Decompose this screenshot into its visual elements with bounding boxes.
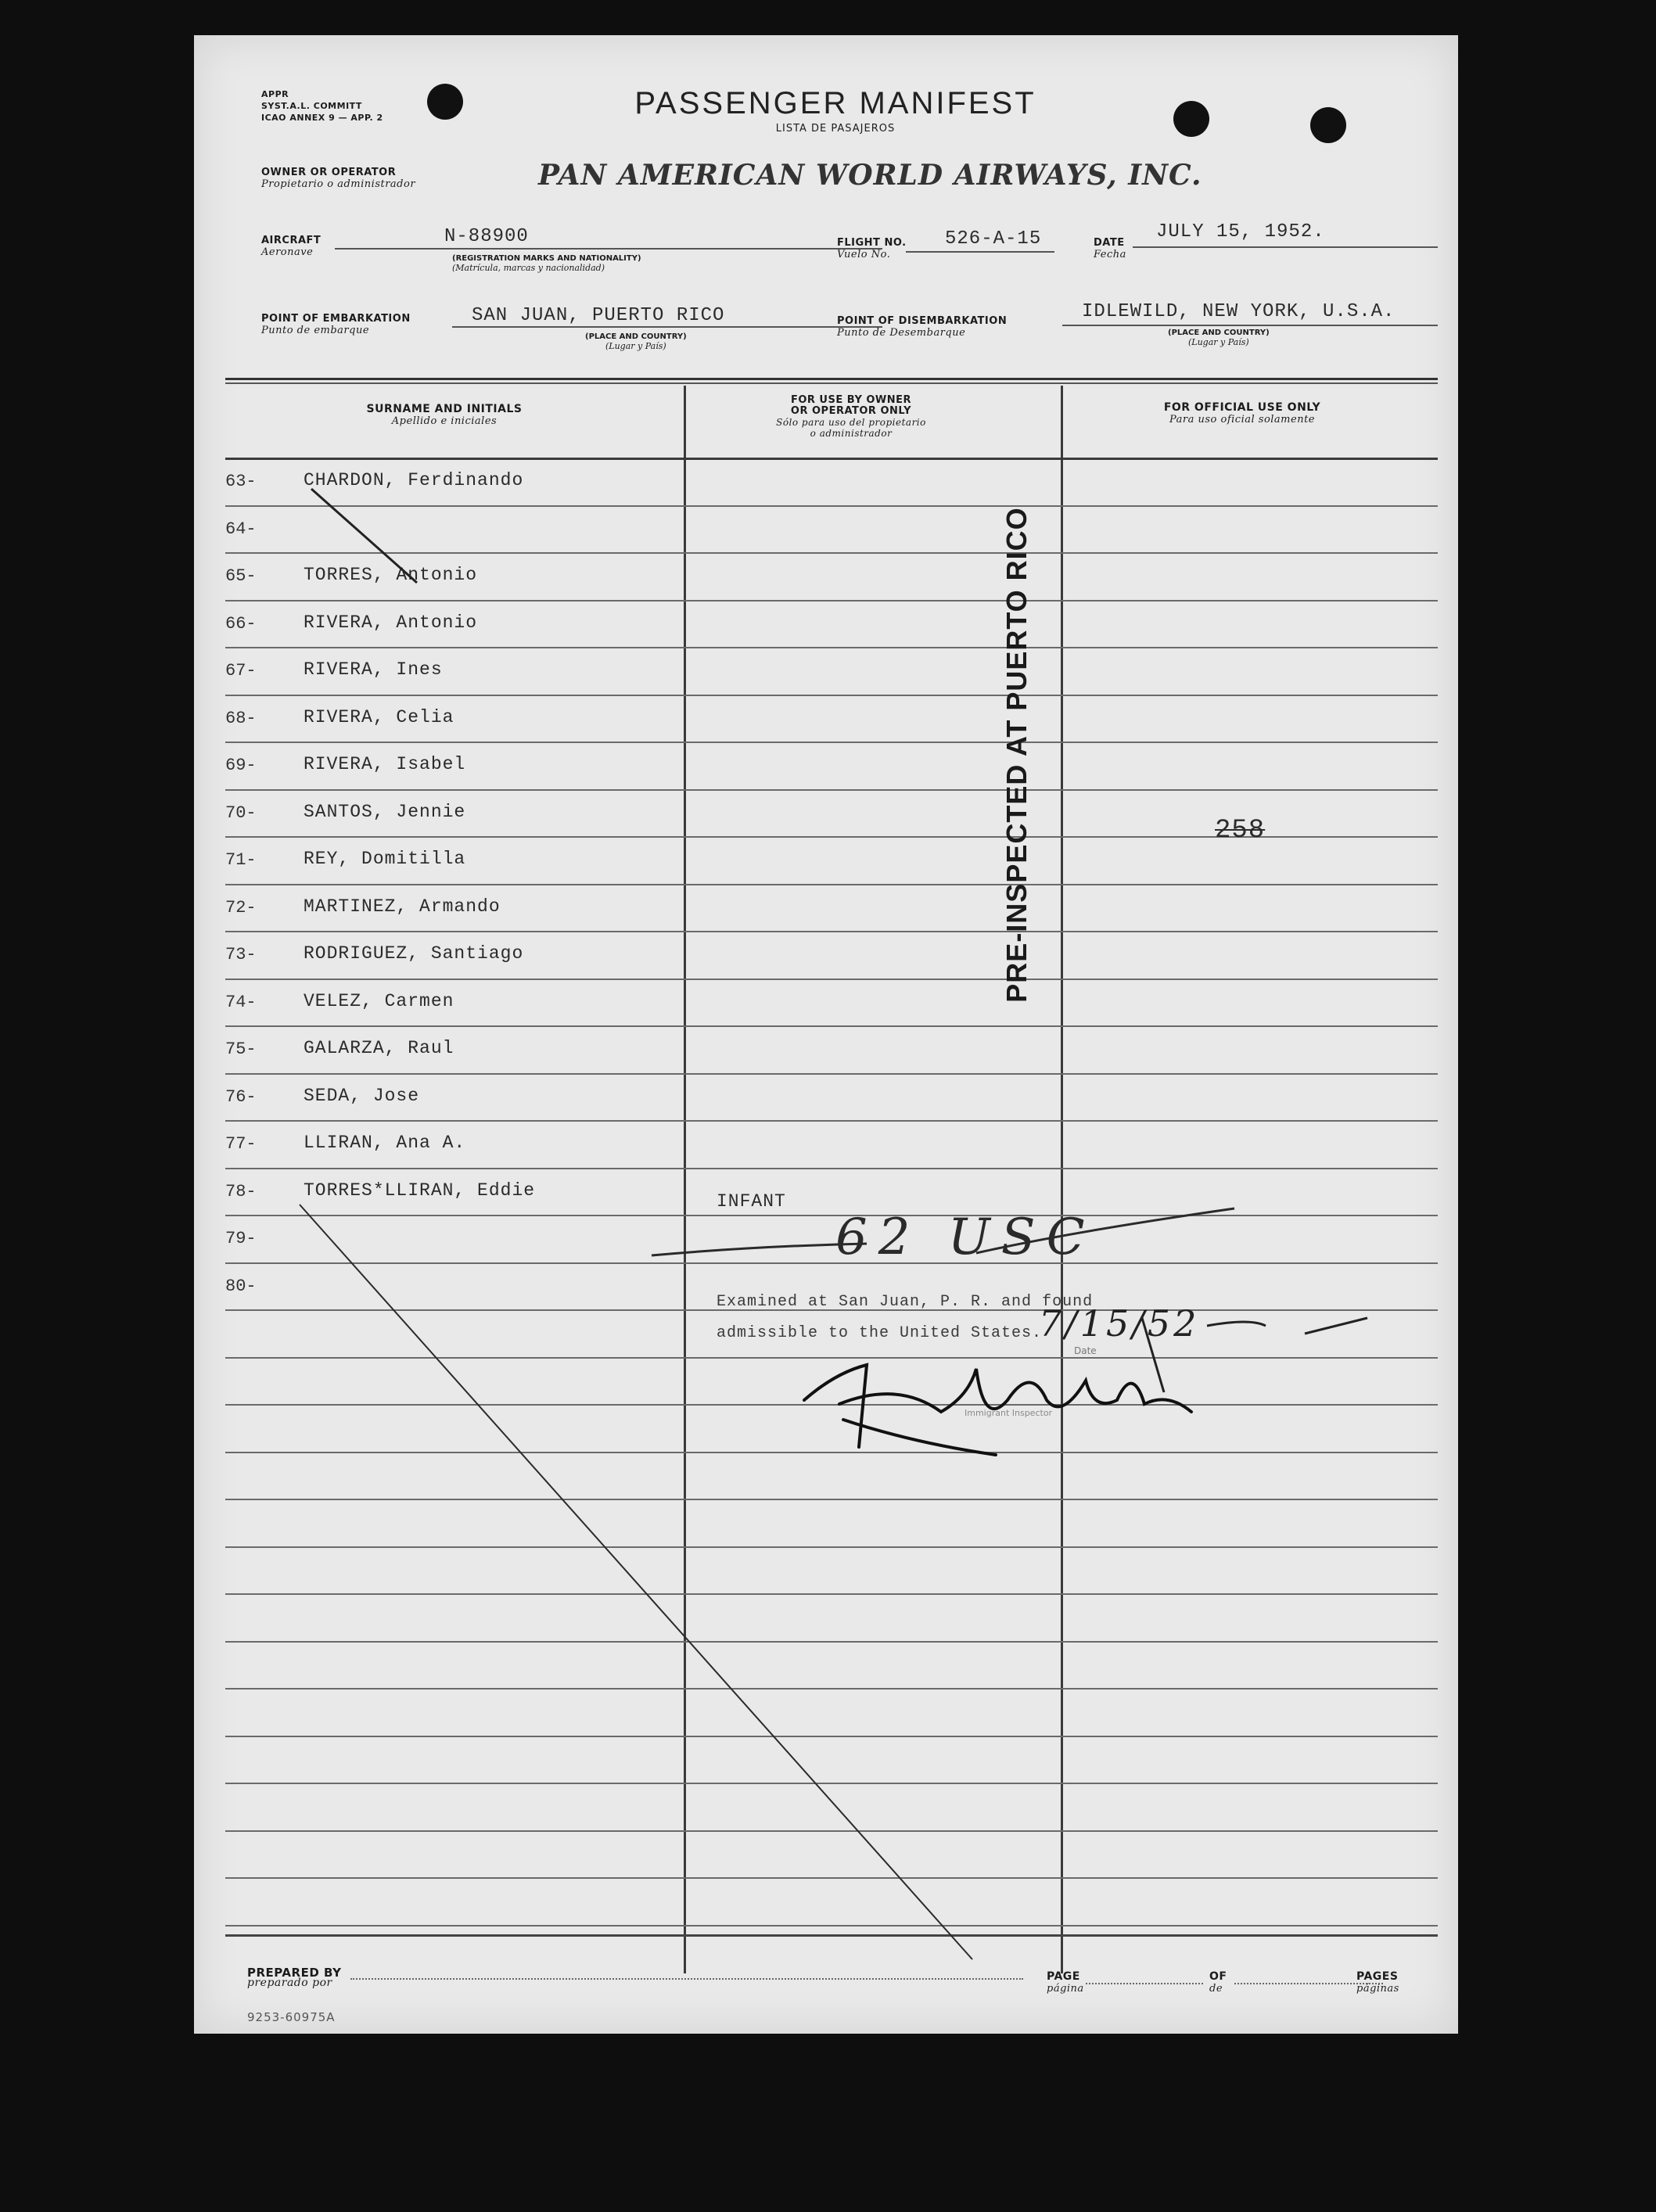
handwritten-total: 62 USC <box>835 1208 1096 1266</box>
owner-label: OWNER OR OPERATOR Propietario o administrador <box>261 167 416 190</box>
aircraft-note: (REGISTRATION MARKS AND NATIONALITY) (Matrícula, marcas y nacionalidad) <box>452 254 641 273</box>
row-number: 64- <box>225 519 257 539</box>
row-number: 78- <box>225 1181 257 1201</box>
passenger-name: MARTINEZ, Armando <box>304 896 501 917</box>
disembarkation-note: (PLACE AND COUNTRY) (Lugar y País) <box>1168 329 1270 347</box>
row-number: 70- <box>225 803 257 823</box>
passenger-name: REY, Domitilla <box>304 849 466 869</box>
row-number: 80- <box>225 1276 257 1296</box>
passenger-name: SANTOS, Jennie <box>304 801 466 822</box>
date-value: JULY 15, 1952. <box>1156 221 1325 242</box>
manifest-sheet <box>194 35 1458 2034</box>
row-number: 67- <box>225 661 257 680</box>
approval-line: APPR <box>261 89 289 99</box>
passenger-name: CHARDON, Ferdinando <box>304 470 524 490</box>
passenger-name: TORRES*LLIRAN, Eddie <box>304 1180 536 1201</box>
row-number: 73- <box>225 945 257 964</box>
passenger-name: RIVERA, Antonio <box>304 612 478 633</box>
column-header-surname: SURNAME AND INITIALS Apellido e iniciales <box>366 403 523 427</box>
preinspected-stamp: PRE-INSPECTED AT PUERTO RICO <box>1000 507 1033 1003</box>
column-header-official: FOR OFFICIAL USE ONLY Para uso oficial solamente <box>1163 401 1321 426</box>
passenger-name: RIVERA, Isabel <box>304 754 466 774</box>
approval-line: ICAO ANNEX 9 — APP. 2 <box>261 113 383 123</box>
examined-date: 7/15/52 <box>1039 1302 1200 1345</box>
embarkation-value: SAN JUAN, PUERTO RICO <box>472 305 725 326</box>
row-number: 63- <box>225 472 257 491</box>
aircraft-value: N-88900 <box>444 226 529 247</box>
diagonal-cancel-line <box>300 1205 972 1959</box>
prepared-by-label: PREPARED BY preparado por <box>247 1966 342 1989</box>
signature <box>804 1365 1191 1455</box>
date-label: DATE Fecha <box>1094 237 1126 260</box>
examined-date-label: Date <box>1074 1345 1097 1356</box>
of-label: OF de <box>1209 1970 1227 1995</box>
pages-label: PAGES páginas <box>1356 1970 1399 1995</box>
row-number: 66- <box>225 613 257 634</box>
row-number: 77- <box>225 1134 257 1154</box>
flight-label: FLIGHT NO. Vuelo No. <box>837 237 907 260</box>
row-number: 72- <box>225 897 257 917</box>
passenger-name: VELEZ, Carmen <box>304 990 454 1011</box>
underline-stroke <box>652 1208 1234 1255</box>
approval-line: SYST.A.L. COMMITT <box>261 101 362 111</box>
examined-line: admissible to the United States. <box>717 1324 1043 1342</box>
disembarkation-value: IDLEWILD, NEW YORK, U.S.A. <box>1082 301 1396 322</box>
page-title: PASSENGER MANIFEST <box>634 86 1036 120</box>
owner-value: PAN AMERICAN WORLD AIRWAYS, INC. <box>538 159 1202 192</box>
flight-value: 526-A-15 <box>945 228 1042 250</box>
official-number: 258 <box>1215 816 1266 846</box>
page-subtitle: LISTA DE PASAJEROS <box>775 123 896 135</box>
passenger-name: LLIRAN, Ana A. <box>304 1133 466 1153</box>
passenger-name: RIVERA, Celia <box>304 706 454 727</box>
row-number: 79- <box>225 1229 257 1248</box>
row-number: 65- <box>225 566 257 586</box>
infant-note: INFANT <box>717 1191 786 1212</box>
row-number: 71- <box>225 850 257 870</box>
row-number: 75- <box>225 1040 257 1059</box>
row-number: 74- <box>225 992 257 1012</box>
embarkation-note: (PLACE AND COUNTRY) (Lugar y País) <box>585 332 687 351</box>
signature-caption: Immigrant Inspector <box>965 1408 1053 1418</box>
passenger-name: RIVERA, Ines <box>304 659 443 680</box>
column-header-operator: FOR USE BY OWNER OR OPERATOR ONLY Sólo para uso del propietario o administrador <box>776 394 926 439</box>
date-strokes <box>1142 1318 1367 1392</box>
form-number: 9253-60975A <box>247 2010 336 2024</box>
pen-marks <box>194 35 1458 2034</box>
passenger-name: SEDA, Jose <box>304 1085 420 1106</box>
row-number: 69- <box>225 756 257 775</box>
examined-line: Examined at San Juan, P. R. and found <box>717 1293 1094 1311</box>
passenger-name: TORRES, Antonio <box>304 565 478 585</box>
page-label: PAGE página <box>1047 1970 1084 1995</box>
aircraft-label: AIRCRAFT Aeronave <box>261 235 322 258</box>
embarkation-label: POINT OF EMBARKATION Punto de embarque <box>261 313 411 336</box>
passenger-name: RODRIGUEZ, Santiago <box>304 943 524 964</box>
row-number: 76- <box>225 1086 257 1107</box>
passenger-name: GALARZA, Raul <box>304 1038 454 1058</box>
disembarkation-label: POINT OF DISEMBARKATION Punto de Desembarque <box>837 315 1008 339</box>
strike-through-mark <box>311 489 417 583</box>
row-number: 68- <box>225 708 257 728</box>
